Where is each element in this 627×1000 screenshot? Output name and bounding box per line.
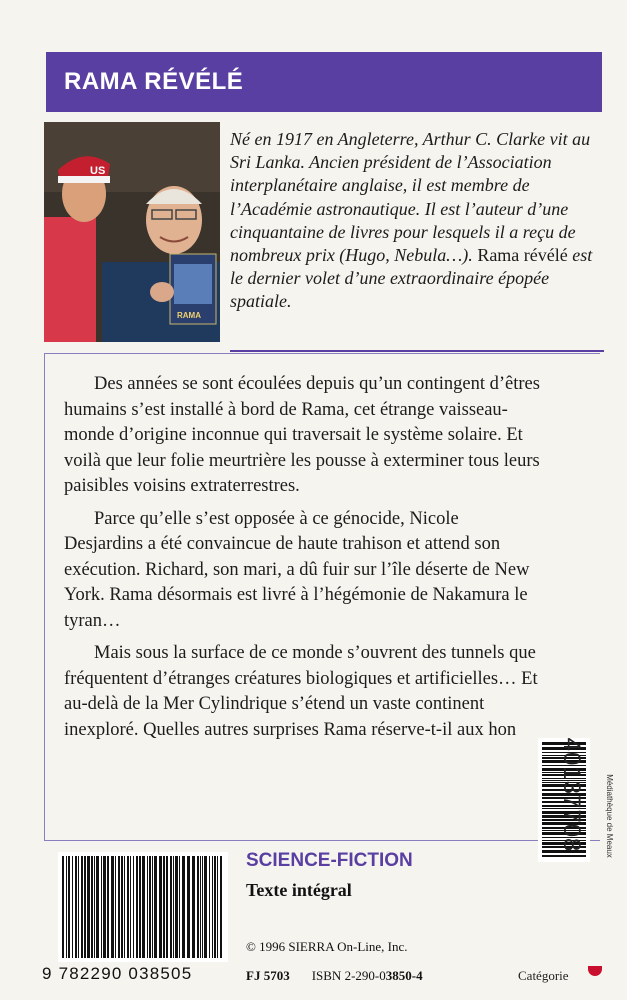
barcode-bar bbox=[130, 856, 131, 958]
edition-note: Texte intégral bbox=[246, 880, 352, 900]
barcode-bar bbox=[220, 856, 222, 958]
book-title: RAMA RÉVÉLÉ bbox=[64, 68, 244, 95]
barcode-bar bbox=[149, 856, 151, 958]
barcode-bar bbox=[91, 856, 93, 958]
barcode-bar bbox=[66, 856, 67, 958]
barcode-bar bbox=[68, 856, 70, 958]
barcode-bar bbox=[197, 856, 199, 958]
barcode-bar bbox=[107, 856, 109, 958]
barcode-bar bbox=[209, 856, 210, 958]
category-marker bbox=[588, 966, 602, 976]
barcode-bar bbox=[204, 856, 207, 958]
barcode-bar bbox=[133, 856, 134, 958]
barcode-bar bbox=[84, 856, 86, 958]
barcode-bar bbox=[94, 856, 95, 958]
author-photo-illustration bbox=[44, 122, 220, 342]
library-barcode-number: 40137708 bbox=[558, 737, 585, 853]
blurb-paragraph-2: Parce qu’elle s’est opposée à ce génocide, Nicole Desjardins a été convaincue de haute trahison et attend son exécution. Richard, son mari, a dû fuir sur l’île déserte de New York. Rama désormais est livré à l’hégémonie de Nakamura le tyran… bbox=[64, 508, 530, 631]
author-photo bbox=[44, 122, 220, 342]
held-book-label: RAMA bbox=[177, 311, 201, 320]
barcode-bar bbox=[187, 856, 190, 958]
barcode-bar bbox=[124, 856, 125, 958]
barcode-bar bbox=[96, 856, 99, 958]
barcode-bar bbox=[214, 856, 216, 958]
barcode-bar bbox=[154, 856, 157, 958]
barcode-bar bbox=[200, 856, 201, 958]
ean-number: 9 782290 038505 bbox=[42, 964, 193, 983]
barcode-bar bbox=[115, 856, 116, 958]
bio-text-2: est le dernier volet d’une extraordinaire épopée spatiale. bbox=[230, 245, 593, 312]
bio-book-title: Rama révélé bbox=[477, 245, 568, 266]
copyright: © 1996 SIERRA On-Line, Inc. bbox=[246, 939, 408, 954]
isbn-prefix: ISBN 2-290-0 bbox=[311, 968, 386, 983]
barcode-bar bbox=[179, 856, 180, 958]
library-name: Médiathèque de Meaux bbox=[605, 774, 614, 858]
barcode-bar bbox=[192, 856, 195, 958]
barcode-bar bbox=[170, 856, 172, 958]
barcode-bar bbox=[142, 856, 145, 958]
back-cover-blurb bbox=[64, 372, 542, 750]
title-banner bbox=[46, 52, 602, 112]
barcode-bar bbox=[136, 856, 138, 958]
barcode-bar bbox=[111, 856, 114, 958]
barcode-bar bbox=[121, 856, 123, 958]
isbn-barcode bbox=[58, 852, 228, 962]
barcode-bar bbox=[87, 856, 90, 958]
fj-code: FJ 5703 bbox=[246, 968, 290, 983]
cap-text: US bbox=[90, 165, 106, 177]
barcode-bar bbox=[175, 856, 178, 958]
barcode-bar bbox=[166, 856, 168, 958]
bio-text-1: Né en 1917 en Angleterre, Arthur C. Clarke vit au Sri Lanka. Ancien président de l’Association interplanétaire anglaise, il est membre de l’Académie astronautique. Il est l’auteur d’une cinquantaine de livres pour lesquels il a reçu de nombreux prix (Hugo, Nebula…). bbox=[230, 129, 591, 266]
barcode-bar bbox=[217, 856, 218, 958]
barcode-bar bbox=[163, 856, 165, 958]
author-bio bbox=[230, 128, 605, 314]
isbn-suffix: 3850-4 bbox=[385, 968, 423, 983]
barcode-bar bbox=[139, 856, 141, 958]
barcode-bar bbox=[152, 856, 153, 958]
barcode-bar bbox=[101, 856, 102, 958]
barcode-bar bbox=[212, 856, 213, 958]
barcode-bar bbox=[173, 856, 174, 958]
product-codes bbox=[246, 968, 423, 984]
barcode-bar bbox=[118, 856, 120, 958]
bio-divider bbox=[230, 350, 604, 352]
barcode-bar bbox=[62, 856, 64, 958]
barcode-bar bbox=[75, 856, 77, 958]
barcode-bar bbox=[159, 856, 162, 958]
blurb-paragraph-1: Des années se sont écoulées depuis qu’un contingent d’êtres humains s’est installé à bord de Rama, cet étrange vaisseau-monde d’origine inconnue qui traversait le système solaire. Et voilà que leur folie meurtrière les pousse à exterminer tous leurs paisibles voisins extraterrestres. bbox=[64, 374, 540, 496]
barcode-bar bbox=[81, 856, 83, 958]
barcode-bar bbox=[78, 856, 79, 958]
barcode-bar bbox=[103, 856, 106, 958]
barcode-bar bbox=[182, 856, 185, 958]
genre-label: SCIENCE-FICTION bbox=[246, 850, 413, 871]
barcode-bar bbox=[147, 856, 148, 958]
category-label: Catégorie bbox=[518, 968, 569, 983]
barcode-bar bbox=[72, 856, 73, 958]
blurb-paragraph-3: Mais sous la surface de ce monde s’ouvrent des tunnels que fréquentent d’étranges créatures biologiques et artificielles… Et au-delà de la Mer Cylindrique s’étend un vaste continent inexploré. Quelles autres surprises Rama réserve-t-il aux hon bbox=[64, 643, 538, 740]
barcode-bar bbox=[202, 856, 203, 958]
barcode-bar bbox=[127, 856, 129, 958]
